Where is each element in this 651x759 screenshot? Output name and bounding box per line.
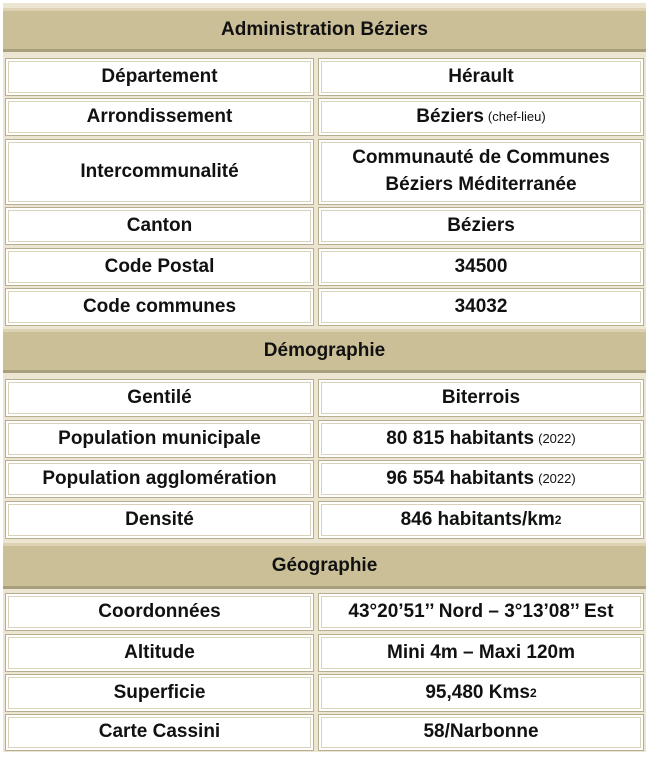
- section-header-geographie: [3, 543, 646, 589]
- row-label: Altitude: [5, 634, 314, 672]
- table-row-superficie: [3, 674, 646, 712]
- table-row-arrondissement: [3, 98, 646, 136]
- section-title: Géographie: [271, 555, 378, 576]
- section-title: Démographie: [263, 340, 386, 361]
- section-title: Administration Béziers: [221, 19, 428, 40]
- value-text: 95,480 Kms: [425, 681, 530, 703]
- value-note: (2022): [538, 430, 576, 446]
- table-row-code-postal: [3, 248, 646, 286]
- table-row-population-agglomeration: [3, 460, 646, 498]
- row-label: Arrondissement: [5, 98, 314, 136]
- row-label: Code Postal: [5, 248, 314, 286]
- row-label: Coordonnées: [5, 593, 314, 631]
- row-label: Population municipale: [5, 420, 314, 458]
- table-row-code-communes: [3, 288, 646, 326]
- section-header-administration: [3, 8, 646, 52]
- row-label: Canton: [5, 207, 314, 245]
- table-row-intercommunalite: [3, 139, 646, 205]
- value-text: 96 554 habitants: [386, 467, 535, 489]
- row-value: 95,480 Kms 2: [318, 674, 644, 712]
- row-value: [318, 139, 644, 205]
- value-text: Béziers: [416, 105, 484, 127]
- table-row-densite: [3, 501, 646, 539]
- value-note: (2022): [538, 470, 576, 486]
- row-value: Biterrois: [318, 379, 644, 417]
- table-row-departement: [3, 58, 646, 96]
- row-label: Intercommunalité: [5, 139, 314, 205]
- row-label: Code communes: [5, 288, 314, 326]
- section-header-demographie: [3, 329, 646, 373]
- table-row-coordonnees: [3, 593, 646, 631]
- row-label: Densité: [5, 501, 314, 539]
- row-label: Superficie: [5, 674, 314, 712]
- row-value: Béziers: [318, 207, 644, 245]
- row-value: 43°20’51’’ Nord – 3°13’08’’ Est: [318, 593, 644, 631]
- row-value: 34500: [318, 248, 644, 286]
- table-row-carte-cassini: [3, 714, 646, 751]
- value-note: (chef-lieu): [487, 108, 546, 124]
- row-label: Gentilé: [5, 379, 314, 417]
- value-line-1: Communauté de Communes: [352, 147, 610, 169]
- table-row-population-municipale: [3, 420, 646, 458]
- value-text: 80 815 habitants: [386, 427, 535, 449]
- row-value: [318, 460, 644, 498]
- info-table: [3, 3, 646, 752]
- row-label: Population agglomération: [5, 460, 314, 498]
- row-label: Carte Cassini: [5, 714, 314, 751]
- row-value: Hérault: [318, 58, 644, 96]
- value-line-2: Béziers Méditerranée: [385, 174, 577, 195]
- row-value: Mini 4m – Maxi 120m: [318, 634, 644, 672]
- table-row-altitude: [3, 634, 646, 672]
- table-row-canton: [3, 207, 646, 245]
- value-text: 846 habitants/km: [400, 508, 555, 530]
- row-value: [318, 98, 644, 136]
- row-value: 846 habitants/km 2: [318, 501, 644, 539]
- row-label: Département: [5, 58, 314, 96]
- table-row-gentile: [3, 379, 646, 417]
- row-value: [318, 420, 644, 458]
- row-value: 58/Narbonne: [318, 714, 644, 751]
- row-value: 34032: [318, 288, 644, 326]
